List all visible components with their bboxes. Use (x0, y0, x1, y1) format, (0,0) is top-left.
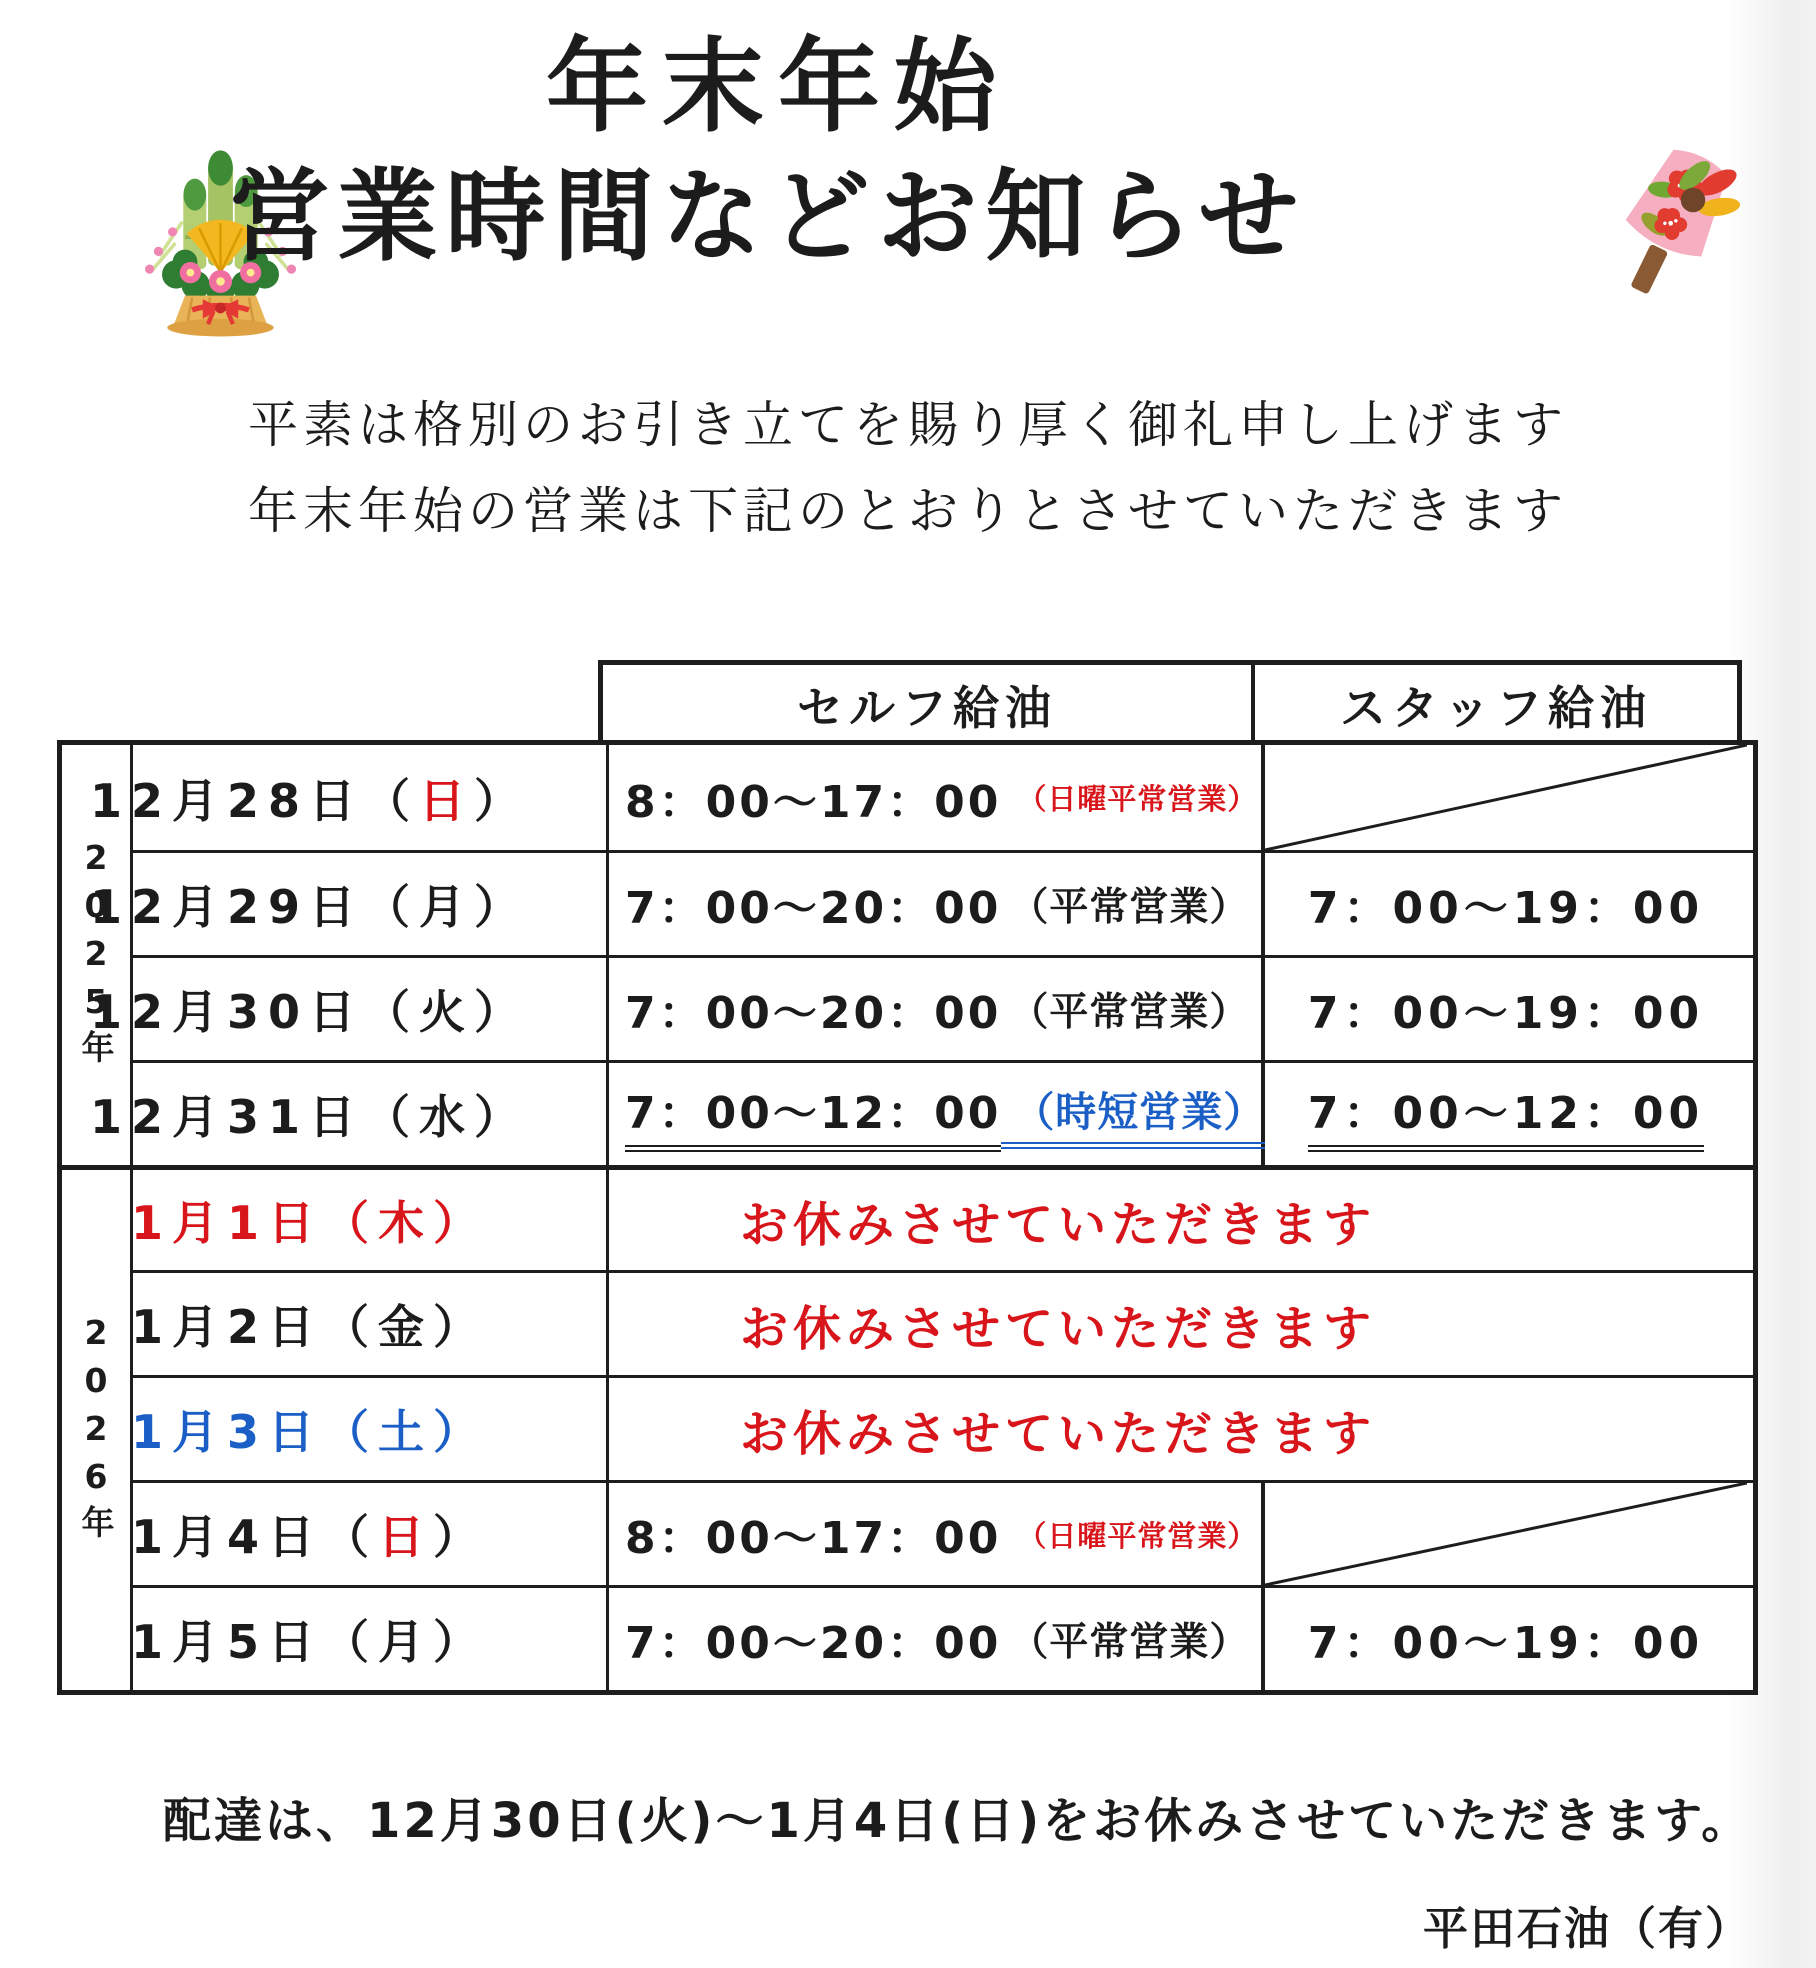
paren: ） (433, 1510, 489, 1564)
year-label-2026: 2026年 (62, 1165, 133, 1690)
weekday-text: 木 (378, 1196, 434, 1250)
self-time: 7：00～20：00 (625, 988, 1002, 1039)
closed-text: お休みさせていただきます (739, 1405, 1376, 1462)
staff-hours-cell (1265, 853, 1747, 955)
date-text: 12月31日 (89, 1090, 365, 1144)
self-hours-cell (609, 1483, 1265, 1585)
table-row (89, 850, 1753, 955)
intro-line1: 平素は格別のお引き立てを賜り厚く御礼申し上げます (248, 396, 1568, 454)
table-row (133, 1585, 1753, 1690)
intro-line2: 年末年始の営業は下記のとおりとさせていただきます (248, 482, 1568, 540)
date-cell (89, 745, 609, 850)
diagonal-slash-icon (1265, 1483, 1747, 1585)
closed-cell (609, 1170, 1747, 1270)
date-cell (133, 1483, 609, 1585)
date-cell (133, 1588, 609, 1690)
paren: （ (364, 773, 420, 828)
self-time: 8：00～17：00 (625, 1513, 1002, 1564)
paren: ） (433, 1615, 489, 1669)
self-time: 7：00～12：00 (625, 1077, 1001, 1152)
self-time: 7：00～20：00 (625, 1618, 1002, 1669)
paren: （ (323, 1300, 379, 1354)
closed-cell (609, 1378, 1747, 1480)
date-cell (133, 1378, 609, 1480)
table-row (89, 745, 1753, 850)
header-staff-fueling: スタッフ給油 (1340, 681, 1652, 735)
staff-hours-cell (1265, 745, 1747, 850)
date-cell (133, 1170, 609, 1270)
staff-hours-cell (1265, 958, 1747, 1060)
date-cell (133, 1273, 609, 1375)
paren: （ (323, 1405, 379, 1459)
weekday-text: 日 (378, 1510, 434, 1564)
staff-time: 7：00～19：00 (1307, 1618, 1705, 1669)
date-text: 1月2日 (131, 1300, 324, 1354)
table-row (133, 1480, 1753, 1585)
schedule-table (57, 740, 1758, 1695)
date-text: 1月4日 (131, 1510, 324, 1564)
self-hours-cell (609, 745, 1265, 850)
paren: ） (474, 773, 530, 828)
self-hours-cell (609, 958, 1265, 1060)
staff-hours-cell (1265, 1063, 1747, 1165)
self-hours-cell (609, 1588, 1265, 1690)
paren: ） (433, 1300, 489, 1354)
table-row (133, 1375, 1753, 1480)
page-title-line1: 年末年始 (546, 28, 1010, 147)
weekday-text: 日 (419, 773, 475, 828)
date-text: 1月3日 (131, 1405, 324, 1459)
self-note: （平常営業） (1009, 990, 1250, 1035)
self-note: （平常営業） (1009, 885, 1250, 930)
company-name: 平田石油（有） (1422, 1902, 1752, 1955)
page-title-line2: 営業時間などお知らせ (229, 158, 1307, 275)
table-column-header (598, 660, 1742, 745)
intro-text (0, 382, 1816, 554)
paren: ） (474, 880, 530, 934)
delivery-note: 配達は、12月30日(火)～1月4日(日)をお休みさせていただきます。 (163, 1793, 1753, 1849)
table-row (133, 1270, 1753, 1375)
paren: （ (323, 1615, 379, 1669)
weekday-text: 金 (378, 1300, 434, 1354)
closed-text: お休みさせていただきます (739, 1196, 1376, 1253)
table-row (89, 1060, 1753, 1165)
weekday-text: 水 (419, 1090, 475, 1144)
paren: （ (323, 1196, 379, 1250)
self-time: 7：00～20：00 (625, 883, 1002, 934)
paren: ） (474, 1090, 530, 1144)
staff-time: 7：00～19：00 (1307, 988, 1705, 1039)
date-cell (89, 853, 609, 955)
paren: （ (364, 880, 420, 934)
self-hours-cell (609, 1063, 1265, 1165)
paren: （ (364, 1090, 420, 1144)
date-text: 1月1日 (131, 1196, 324, 1250)
self-note: （平常営業） (1009, 1620, 1250, 1665)
self-note: （日曜平常営業） (1017, 782, 1258, 816)
date-cell (89, 958, 609, 1060)
diagonal-slash-icon (1265, 745, 1747, 850)
header-self-fueling: セルフ給油 (603, 665, 1255, 745)
paren: ） (433, 1196, 489, 1250)
self-time: 8：00～17：00 (625, 776, 1002, 828)
paren: ） (474, 985, 530, 1039)
weekday-text: 月 (378, 1615, 434, 1669)
date-text: 12月28日 (89, 773, 365, 828)
hagoita-icon (1555, 130, 1775, 344)
paren: （ (364, 985, 420, 1039)
closed-cell (609, 1273, 1747, 1375)
staff-time: 7：00～19：00 (1307, 883, 1705, 934)
table-row (133, 1165, 1753, 1270)
weekday-text: 土 (378, 1405, 434, 1459)
self-hours-cell (609, 853, 1265, 955)
date-text: 12月30日 (89, 985, 365, 1039)
staff-hours-cell (1265, 1588, 1747, 1690)
table-row (89, 955, 1753, 1060)
closed-text: お休みさせていただきます (739, 1300, 1376, 1357)
staff-time: 7：00～12：00 (1308, 1077, 1704, 1152)
self-note: （日曜平常営業） (1017, 1518, 1258, 1553)
date-cell (89, 1063, 609, 1165)
self-note: （時短営業） (1001, 1079, 1265, 1149)
staff-hours-cell (1265, 1483, 1747, 1585)
date-text: 12月29日 (89, 880, 365, 934)
weekday-text: 月 (419, 880, 475, 934)
year-label-2025: 2025年 (62, 745, 133, 1165)
paren: ） (433, 1405, 489, 1459)
weekday-text: 火 (419, 985, 475, 1039)
paren: （ (323, 1510, 379, 1564)
date-text: 1月5日 (131, 1615, 324, 1669)
